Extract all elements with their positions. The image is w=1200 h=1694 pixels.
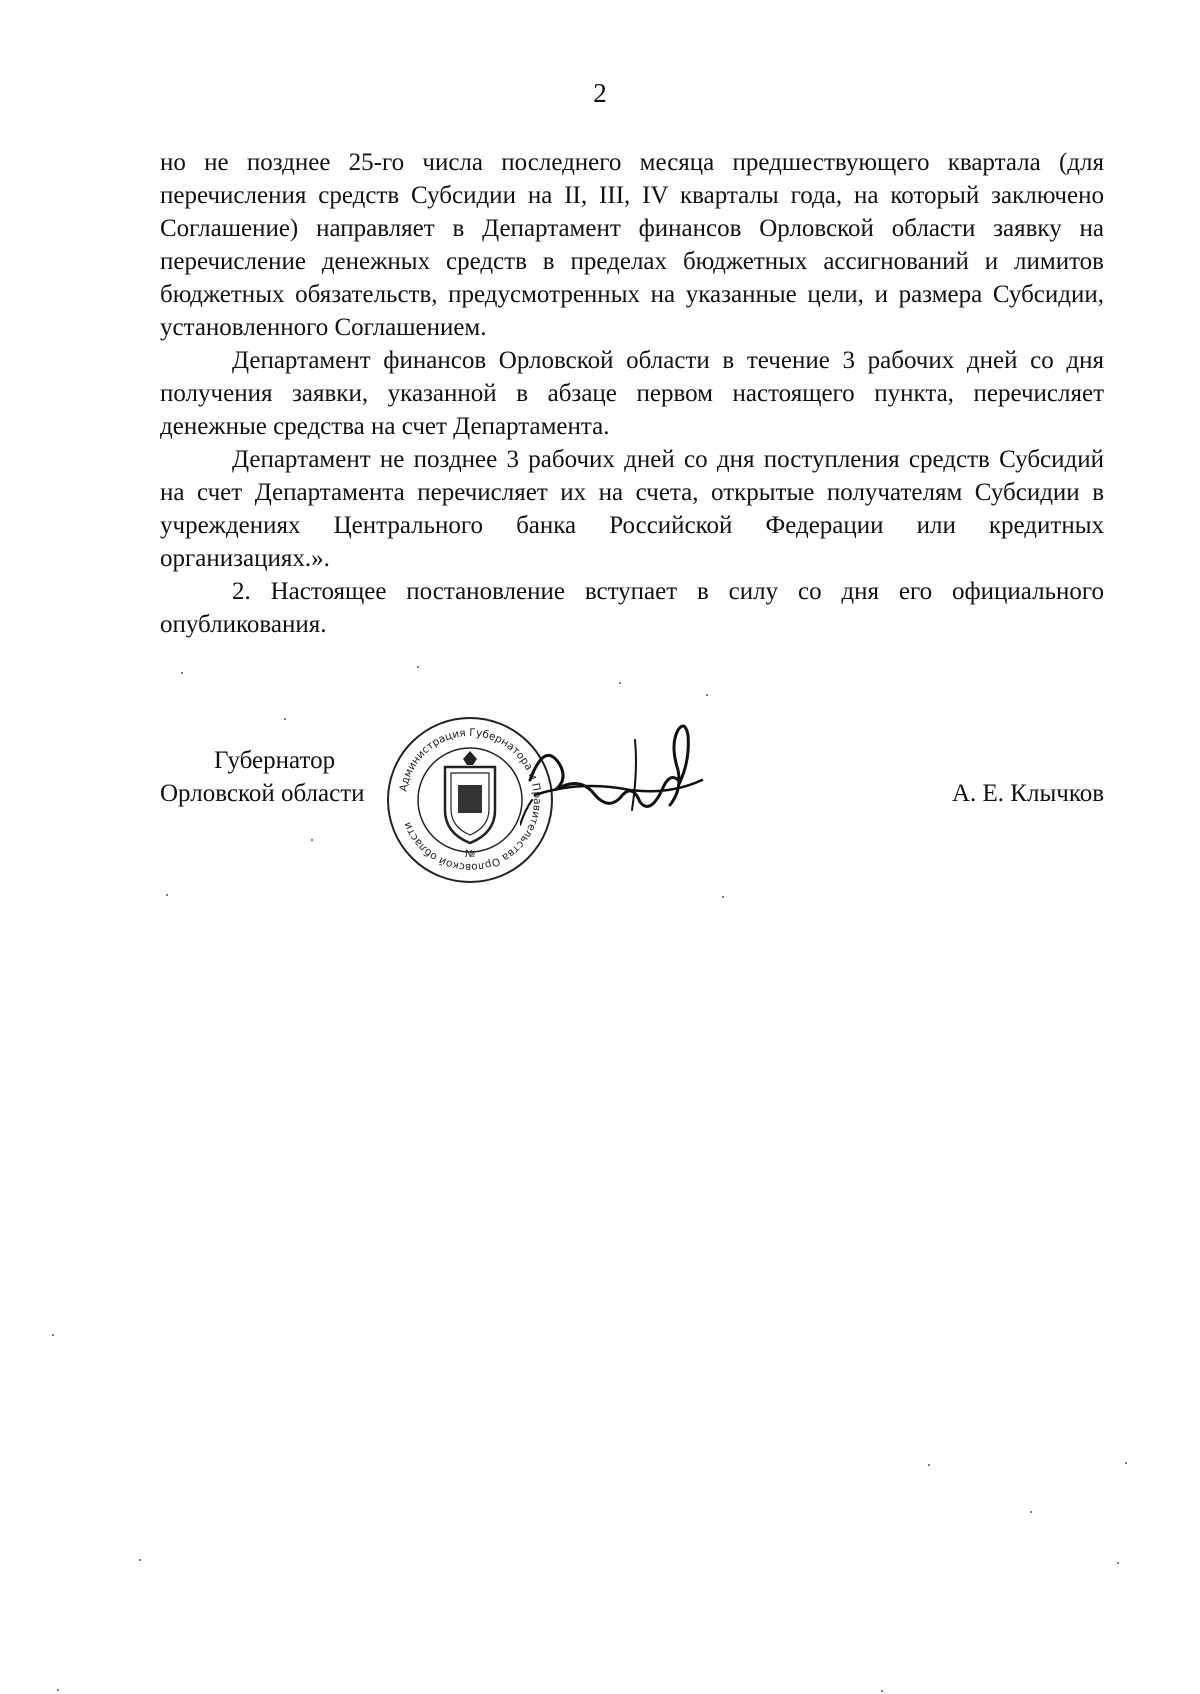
paragraph-effective-date: 2. Настоящее постановление вступает в силу со дня его официального опубликования. xyxy=(160,578,1104,638)
signatory-name: А. Е. Клычков xyxy=(951,780,1104,807)
signatory-title xyxy=(160,744,365,810)
document-body xyxy=(160,146,1104,641)
paragraph-department-transfer: Департамент не позднее 3 рабочих дней со дня поступления средств Субсидий на счет Департамента перечисляет их на счета, открытые получателям Субсидии в учреждениях Центрального банка Российской Федерации или кредитных организациях.». xyxy=(160,446,1104,572)
seal-number-mark: № xyxy=(465,849,476,860)
signatory-title-line2: Орловской области xyxy=(160,780,365,807)
paragraph-finance-department: Департамент финансов Орловской области в течение 3 рабочих дней со дня получения заявки, указанной в абзаце первом настоящего пункта, перечисляет денежные средства на счет Департамента. xyxy=(160,347,1104,440)
paragraph-continuation: но не позднее 25-го числа последнего месяца предшествующего квартала (для перечисления средств Субсидии на II, III, IV кварталы года, на который заключено Соглашение) направляет в Департамент финансов Орловской области заявку на перечисление денежных средств в пределах бюджетных ассигнований и лимитов бюджетных обязательств, предусмотренных на указанные цели, и размера Субсидии, установленного Соглашением. xyxy=(160,149,1104,341)
seal-ring-text: Администрация Губернатора и Правительства Орловской области xyxy=(397,726,544,874)
handwritten-signature xyxy=(520,720,710,830)
page-number: 2 xyxy=(593,78,607,108)
signatory-title-line1: Губернатор xyxy=(214,747,336,774)
